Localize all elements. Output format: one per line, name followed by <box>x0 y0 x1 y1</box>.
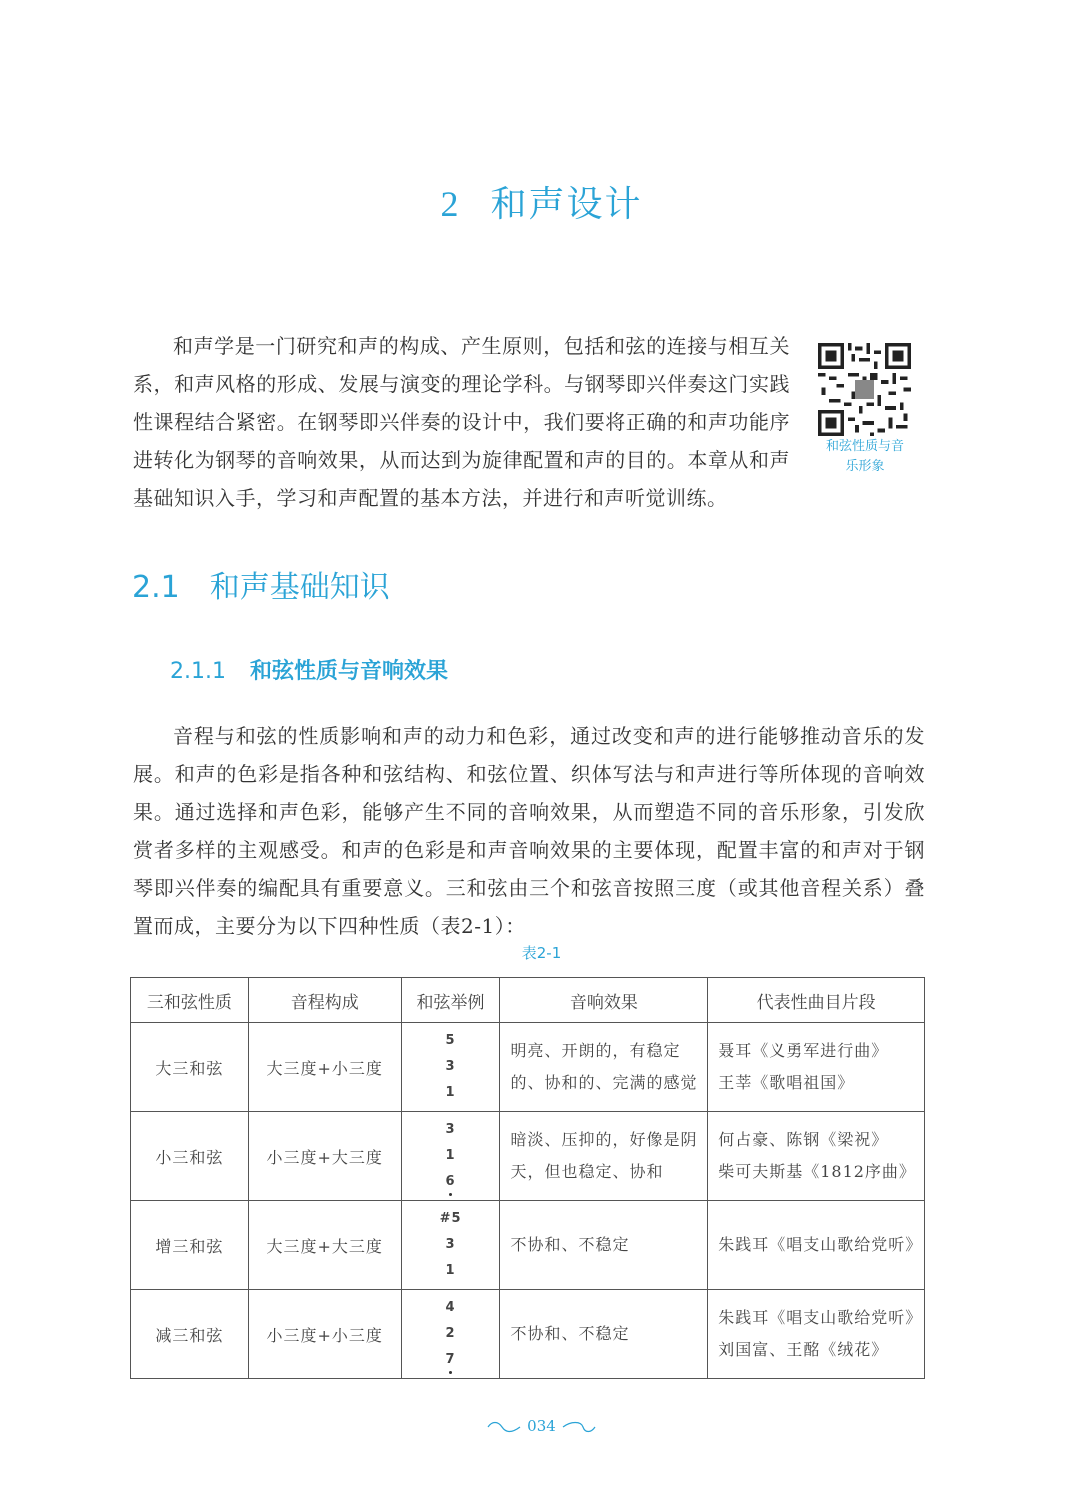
section-title: 和声基础知识 <box>209 570 390 605</box>
intro-line: 系，和声风格的形成、发展与演变的理论学科。与钢琴即兴伴奏这门实践 <box>133 372 790 396</box>
section-heading <box>132 562 390 606</box>
interval-structure: 小三度+大三度 <box>248 1112 401 1201</box>
column-header: 代表性曲目片段 <box>708 978 925 1023</box>
body-line: 而成，主要分为以下四种性质（表2-1）： <box>153 914 526 938</box>
note: 3 <box>445 1122 456 1137</box>
note: 1 <box>445 1085 456 1100</box>
note-low-octave: 7 <box>446 1347 456 1373</box>
chord-quality: 小三和弦 <box>131 1112 249 1201</box>
table-row <box>131 1023 925 1112</box>
table-row <box>131 1112 925 1201</box>
sound-effect <box>500 1112 708 1201</box>
column-header: 和弦举例 <box>401 978 500 1023</box>
intro-line: 序进转化为钢琴的音响效果，从而达到为旋律配置和声的目的。本章从 <box>133 410 790 472</box>
qr-caption <box>812 437 918 477</box>
effect-line: 的、协和的、完满的感觉 <box>510 1073 698 1092</box>
sound-effect <box>500 1023 708 1112</box>
body-paragraph <box>133 717 925 945</box>
right-swirl-ornament-icon <box>561 1421 597 1433</box>
chord-example <box>401 1290 500 1379</box>
note: 2 <box>445 1326 456 1341</box>
chapter-title-text: 和声设计 <box>490 184 643 225</box>
piece-line: 聂耳《义勇军进行曲》 <box>718 1041 889 1060</box>
column-header: 音响效果 <box>500 978 708 1023</box>
chapter-title <box>0 176 1083 227</box>
note: 4 <box>445 1300 456 1315</box>
body-line: 展。和声的色彩是指各种和弦结构、和弦位置、织体写法与和声进行等所体现的音响效 <box>133 762 925 786</box>
effect-line: 暗淡、压抑的，好像是阴 <box>510 1130 698 1149</box>
page-number: 034 <box>527 1417 556 1435</box>
chord-table <box>130 977 925 1379</box>
subsection-heading <box>170 654 448 685</box>
page-footer <box>0 1417 1083 1435</box>
body-line: 音程与和弦的性质影响和声的动力和色彩，通过改变和声的进行能够推动音乐的发 <box>173 724 925 748</box>
note: 3 <box>445 1059 456 1074</box>
chord-quality: 增三和弦 <box>131 1201 249 1290</box>
table-header-row <box>131 978 925 1023</box>
sound-effect <box>500 1290 708 1379</box>
left-swirl-ornament-icon <box>486 1421 522 1433</box>
note-low-octave: 6 <box>446 1169 456 1195</box>
interval-structure: 大三度+小三度 <box>248 1023 401 1112</box>
chord-quality: 大三和弦 <box>131 1023 249 1112</box>
column-header: 三和弦性质 <box>131 978 249 1023</box>
representative-pieces <box>708 1112 925 1201</box>
representative-pieces <box>708 1290 925 1379</box>
effect-line: 天，但也稳定、协和 <box>510 1162 664 1181</box>
body-line: 者多样的主观感受。和声的色彩是和声音响效果的主要体现，配置丰富的和声对于钢琴 <box>133 838 926 900</box>
qr-caption-line: 和弦性质与音 <box>825 439 904 454</box>
piece-line: 朱践耳《唱支山歌给党听》 <box>718 1308 923 1327</box>
piece-line: 王莘《歌唱祖国》 <box>718 1073 855 1092</box>
qr-code[interactable] <box>818 343 911 436</box>
effect-line: 不协和、不稳定 <box>510 1324 630 1343</box>
piece-line: 朱践耳《唱支山歌给党听》 <box>718 1235 923 1254</box>
intro-line: 和声学是一门研究和声的构成、产生原则，包括和弦的连接与相互关 <box>173 334 790 358</box>
chord-example <box>401 1112 500 1201</box>
effect-line: 明亮、开朗的，有稳定 <box>510 1041 681 1060</box>
intro-paragraph <box>133 327 790 517</box>
note: 1 <box>445 1148 456 1163</box>
section-number: 2.1 <box>132 570 180 605</box>
intro-line: 和声基础知识入手，学习和声配置的基本方法，并进行和声听觉训练。 <box>133 448 791 510</box>
body-line: 即兴伴奏的编配具有重要意义。三和弦由三个和弦音按照三度（或其他音程关系）叠置 <box>133 876 926 938</box>
piece-line: 柴可夫斯基《1812序曲》 <box>718 1162 916 1181</box>
interval-structure: 小三度+小三度 <box>248 1290 401 1379</box>
sound-effect <box>500 1201 708 1290</box>
effect-line: 不协和、不稳定 <box>510 1235 630 1254</box>
chord-example <box>401 1201 500 1290</box>
note: 1 <box>445 1263 456 1278</box>
chord-example <box>401 1023 500 1112</box>
table-caption: 表2-1 <box>521 944 562 962</box>
piece-line: 刘国富、王酩《绒花》 <box>718 1340 889 1359</box>
chapter-number: 2 <box>440 184 461 224</box>
representative-pieces <box>708 1201 925 1290</box>
body-line: 果。通过选择和声色彩，能够产生不同的音响效果，从而塑造不同的音乐形象，引发欣赏 <box>133 800 925 862</box>
subsection-number: 2.1.1 <box>170 659 226 684</box>
note-sharp: #5 <box>439 1211 462 1226</box>
note: 3 <box>445 1237 456 1252</box>
piece-line: 何占豪、陈钢《梁祝》 <box>718 1130 889 1149</box>
qr-caption-line: 乐形象 <box>845 459 885 474</box>
chord-quality: 减三和弦 <box>131 1290 249 1379</box>
representative-pieces <box>708 1023 925 1112</box>
note: 5 <box>445 1033 456 1048</box>
subsection-title: 和弦性质与音响效果 <box>249 659 448 684</box>
intro-line: 性课程结合紧密。在钢琴即兴伴奏的设计中，我们要将正确的和声功能 <box>133 410 770 434</box>
column-header: 音程构成 <box>248 978 401 1023</box>
table-row <box>131 1201 925 1290</box>
table-row <box>131 1290 925 1379</box>
interval-structure: 大三度+大三度 <box>248 1201 401 1290</box>
